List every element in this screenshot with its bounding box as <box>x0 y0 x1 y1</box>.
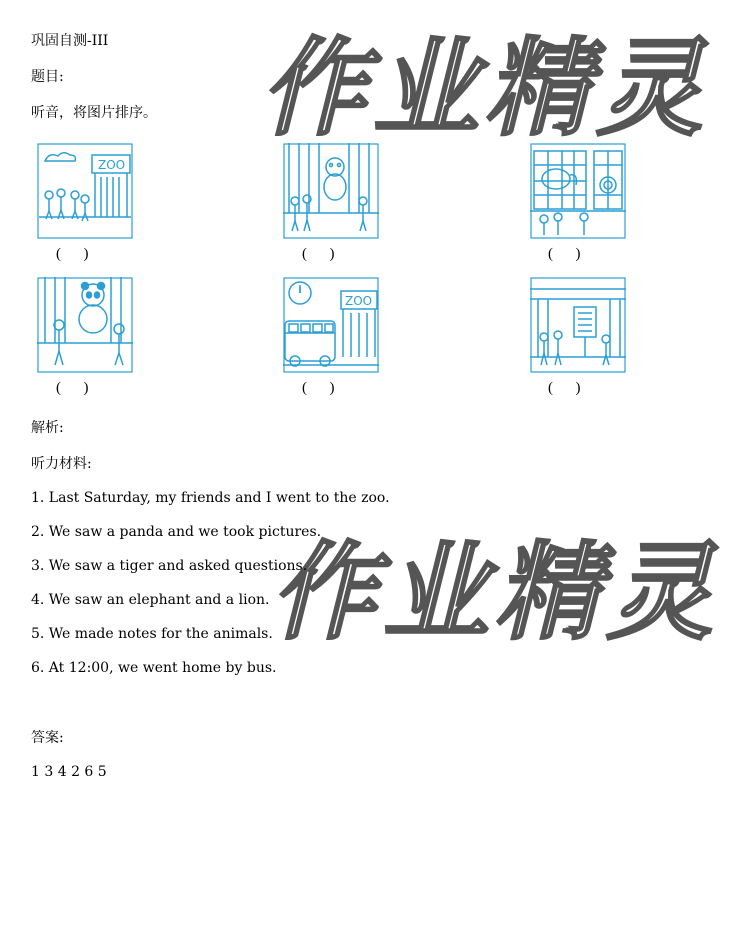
sentence-3: 3. We saw a tiger and asked questions. <box>31 558 308 574</box>
sentence-5: 5. We made notes for the animals. <box>31 626 273 642</box>
svg-text:ZOO: ZOO <box>98 158 126 172</box>
elephant-lion-picture <box>530 143 626 239</box>
listening-material-label: 听力材料: <box>31 456 92 472</box>
answer-label: 答案: <box>31 730 64 746</box>
instruction-text: 听音，将图片排序。 <box>31 105 157 121</box>
zoo-gate-picture <box>37 143 133 239</box>
page-title: 巩固自测-III <box>31 33 109 49</box>
answer-blank-2[interactable]: ( ) <box>302 246 335 262</box>
sentence-2: 2. We saw a panda and we took pictures. <box>31 524 322 540</box>
sentence-6: 6. At 12:00, we went home by bus. <box>31 660 277 676</box>
bus-clock-picture <box>283 277 379 373</box>
answer-blank-4[interactable]: ( ) <box>56 380 89 396</box>
panda-cage-picture <box>37 277 133 373</box>
answer-blank-3[interactable]: ( ) <box>548 246 581 262</box>
sentence-4: 4. We saw an elephant and a lion. <box>31 592 270 608</box>
tiger-cage-picture <box>283 143 379 239</box>
watermark-bottom: 作业精灵 <box>264 531 744 654</box>
question-label: 题目: <box>31 69 64 85</box>
answer-blank-5[interactable]: ( ) <box>302 380 335 396</box>
answer-blank-6[interactable]: ( ) <box>548 380 581 396</box>
answer-blank-1[interactable]: ( ) <box>56 246 89 262</box>
analysis-label: 解析: <box>31 420 64 436</box>
svg-text:ZOO: ZOO <box>345 294 373 308</box>
watermark-top: 作业精灵 <box>254 27 734 150</box>
notice-board-picture <box>530 277 626 373</box>
answer-value: 1 3 4 2 6 5 <box>31 764 107 780</box>
sentence-1: 1. Last Saturday, my friends and I went to the zoo. <box>31 490 390 506</box>
